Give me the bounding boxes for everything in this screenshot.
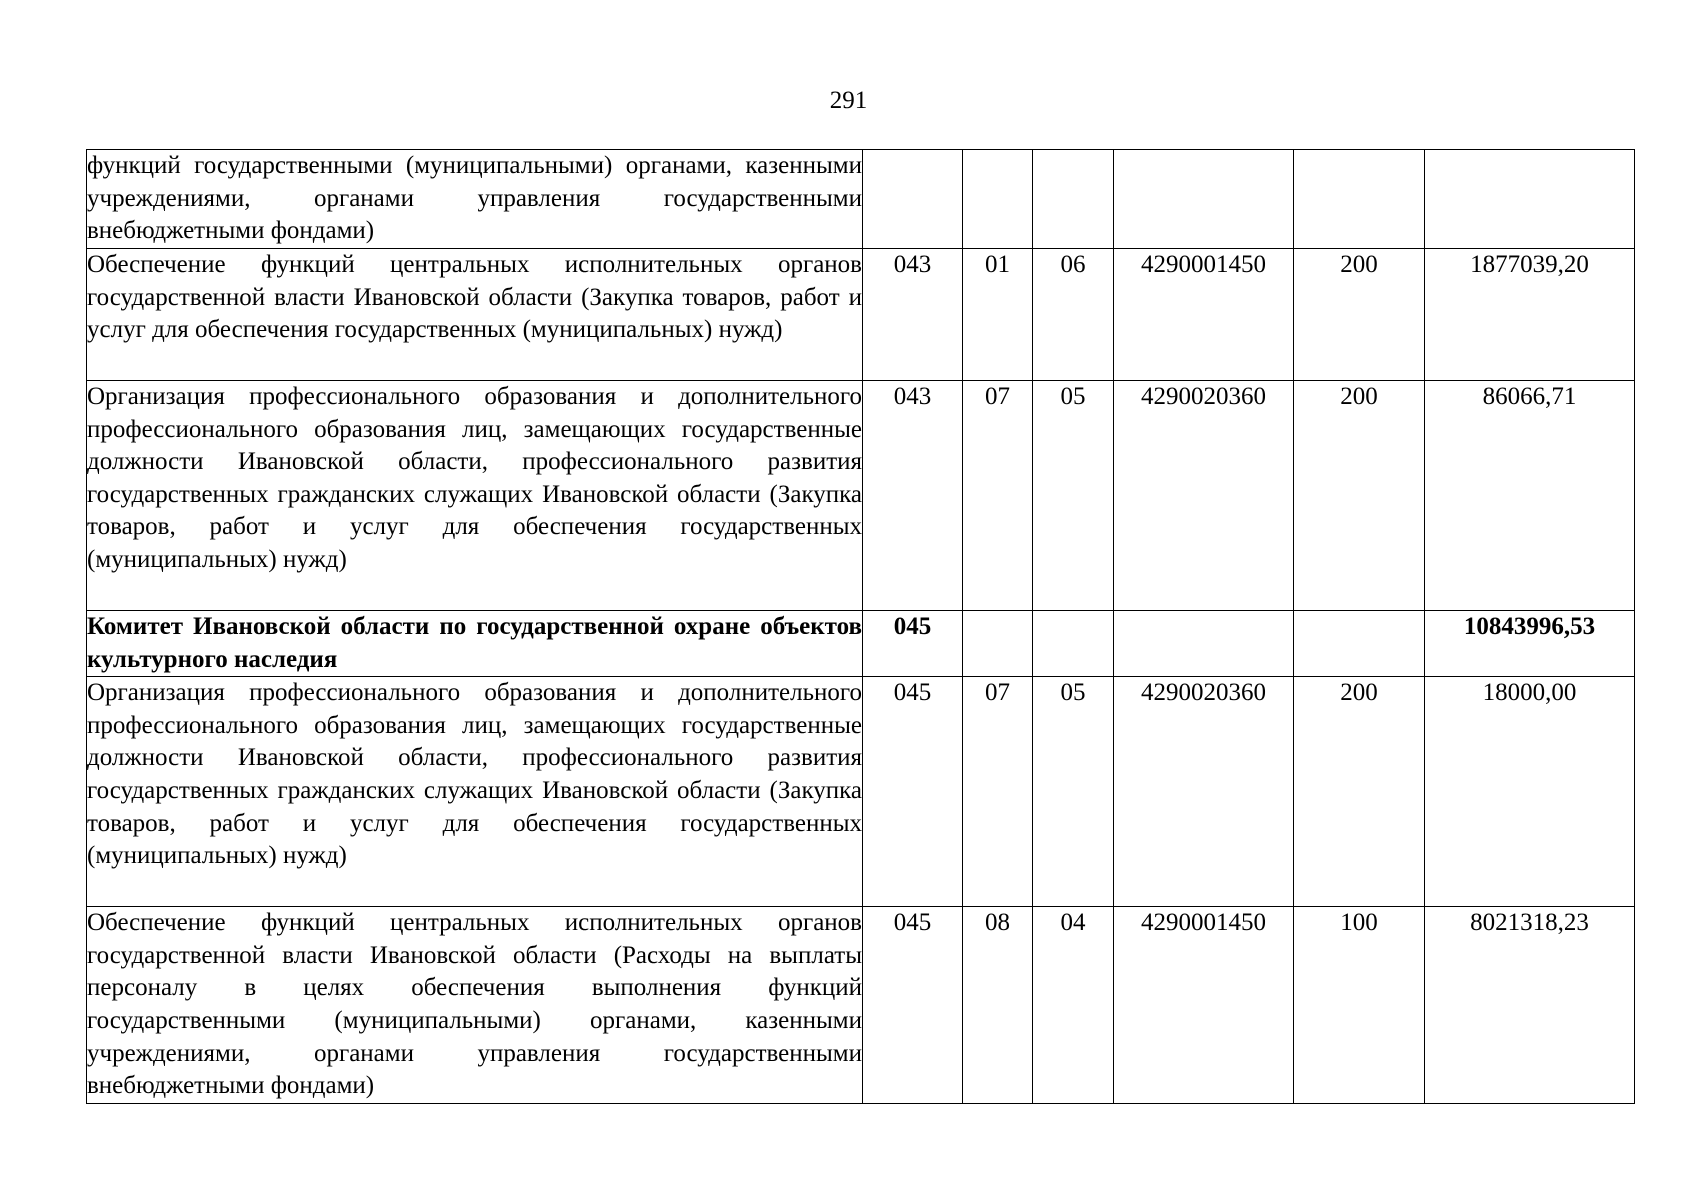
table-body <box>87 150 1635 1104</box>
department-name-cell: Комитет Ивановской области по государственной охране объектов культурного наследия <box>87 611 863 677</box>
subsection-cell: 04 <box>1033 907 1114 1104</box>
code-cell: 043 <box>863 249 963 381</box>
expense-type-cell: 200 <box>1294 249 1425 381</box>
code-cell: 045 <box>863 677 963 907</box>
target-article-cell: 4290001450 <box>1114 907 1294 1104</box>
expense-type-cell <box>1294 611 1425 677</box>
amount-cell: 86066,71 <box>1425 381 1635 611</box>
expense-type-cell: 200 <box>1294 677 1425 907</box>
section-cell <box>963 611 1033 677</box>
code-cell: 045 <box>863 611 963 677</box>
code-cell: 043 <box>863 381 963 611</box>
target-article-cell <box>1114 150 1294 249</box>
budget-table <box>86 149 1635 1104</box>
target-article-cell: 4290020360 <box>1114 381 1294 611</box>
amount-cell: 10843996,53 <box>1425 611 1635 677</box>
amount-cell: 18000,00 <box>1425 677 1635 907</box>
section-cell: 08 <box>963 907 1033 1104</box>
subsection-cell <box>1033 150 1114 249</box>
description-cell: Организация профессионального образования и дополнительного профессионального образования лиц, замещающих государственные должности Ивановской области, профессионального развития государственных гражданских служащих Ивановской области (Закупка товаров, работ и услуг для обеспечения государственных (муниципальных) нужд) <box>87 677 863 907</box>
expense-type-cell: 200 <box>1294 381 1425 611</box>
target-article-cell <box>1114 611 1294 677</box>
subsection-cell <box>1033 611 1114 677</box>
table-row <box>87 381 1635 611</box>
section-cell: 07 <box>963 677 1033 907</box>
table-row <box>87 249 1635 381</box>
expense-type-cell: 100 <box>1294 907 1425 1104</box>
code-cell <box>863 150 963 249</box>
amount-cell: 1877039,20 <box>1425 249 1635 381</box>
subsection-cell: 05 <box>1033 381 1114 611</box>
amount-cell: 8021318,23 <box>1425 907 1635 1104</box>
subsection-cell: 06 <box>1033 249 1114 381</box>
subsection-cell: 05 <box>1033 677 1114 907</box>
table-row-department <box>87 611 1635 677</box>
section-cell: 07 <box>963 381 1033 611</box>
description-cell: Обеспечение функций центральных исполнительных органов государственной власти Ивановской области (Закупка товаров, работ и услуг для обеспечения государственных (муниципальных) нужд) <box>87 249 863 381</box>
table-row <box>87 150 1635 249</box>
target-article-cell: 4290020360 <box>1114 677 1294 907</box>
section-cell: 01 <box>963 249 1033 381</box>
section-cell <box>963 150 1033 249</box>
description-cell: Организация профессионального образования и дополнительного профессионального образования лиц, замещающих государственные должности Ивановской области, профессионального развития государственных гражданских служащих Ивановской области (Закупка товаров, работ и услуг для обеспечения государственных (муниципальных) нужд) <box>87 381 863 611</box>
amount-cell <box>1425 150 1635 249</box>
description-cell: функций государственными (муниципальными) органами, казенными учреждениями, органами управления государственными внебюджетными фондами) <box>87 150 863 249</box>
description-cell: Обеспечение функций центральных исполнительных органов государственной власти Ивановской области (Расходы на выплаты персоналу в целях обеспечения выполнения функций государственными (муниципальными) органами, казенными учреждениями, органами управления государственными внебюджетными фондами) <box>87 907 863 1104</box>
target-article-cell: 4290001450 <box>1114 249 1294 381</box>
table-row <box>87 677 1635 907</box>
page-number: 291 <box>829 87 868 114</box>
code-cell: 045 <box>863 907 963 1104</box>
expense-type-cell <box>1294 150 1425 249</box>
table-row <box>87 907 1635 1104</box>
